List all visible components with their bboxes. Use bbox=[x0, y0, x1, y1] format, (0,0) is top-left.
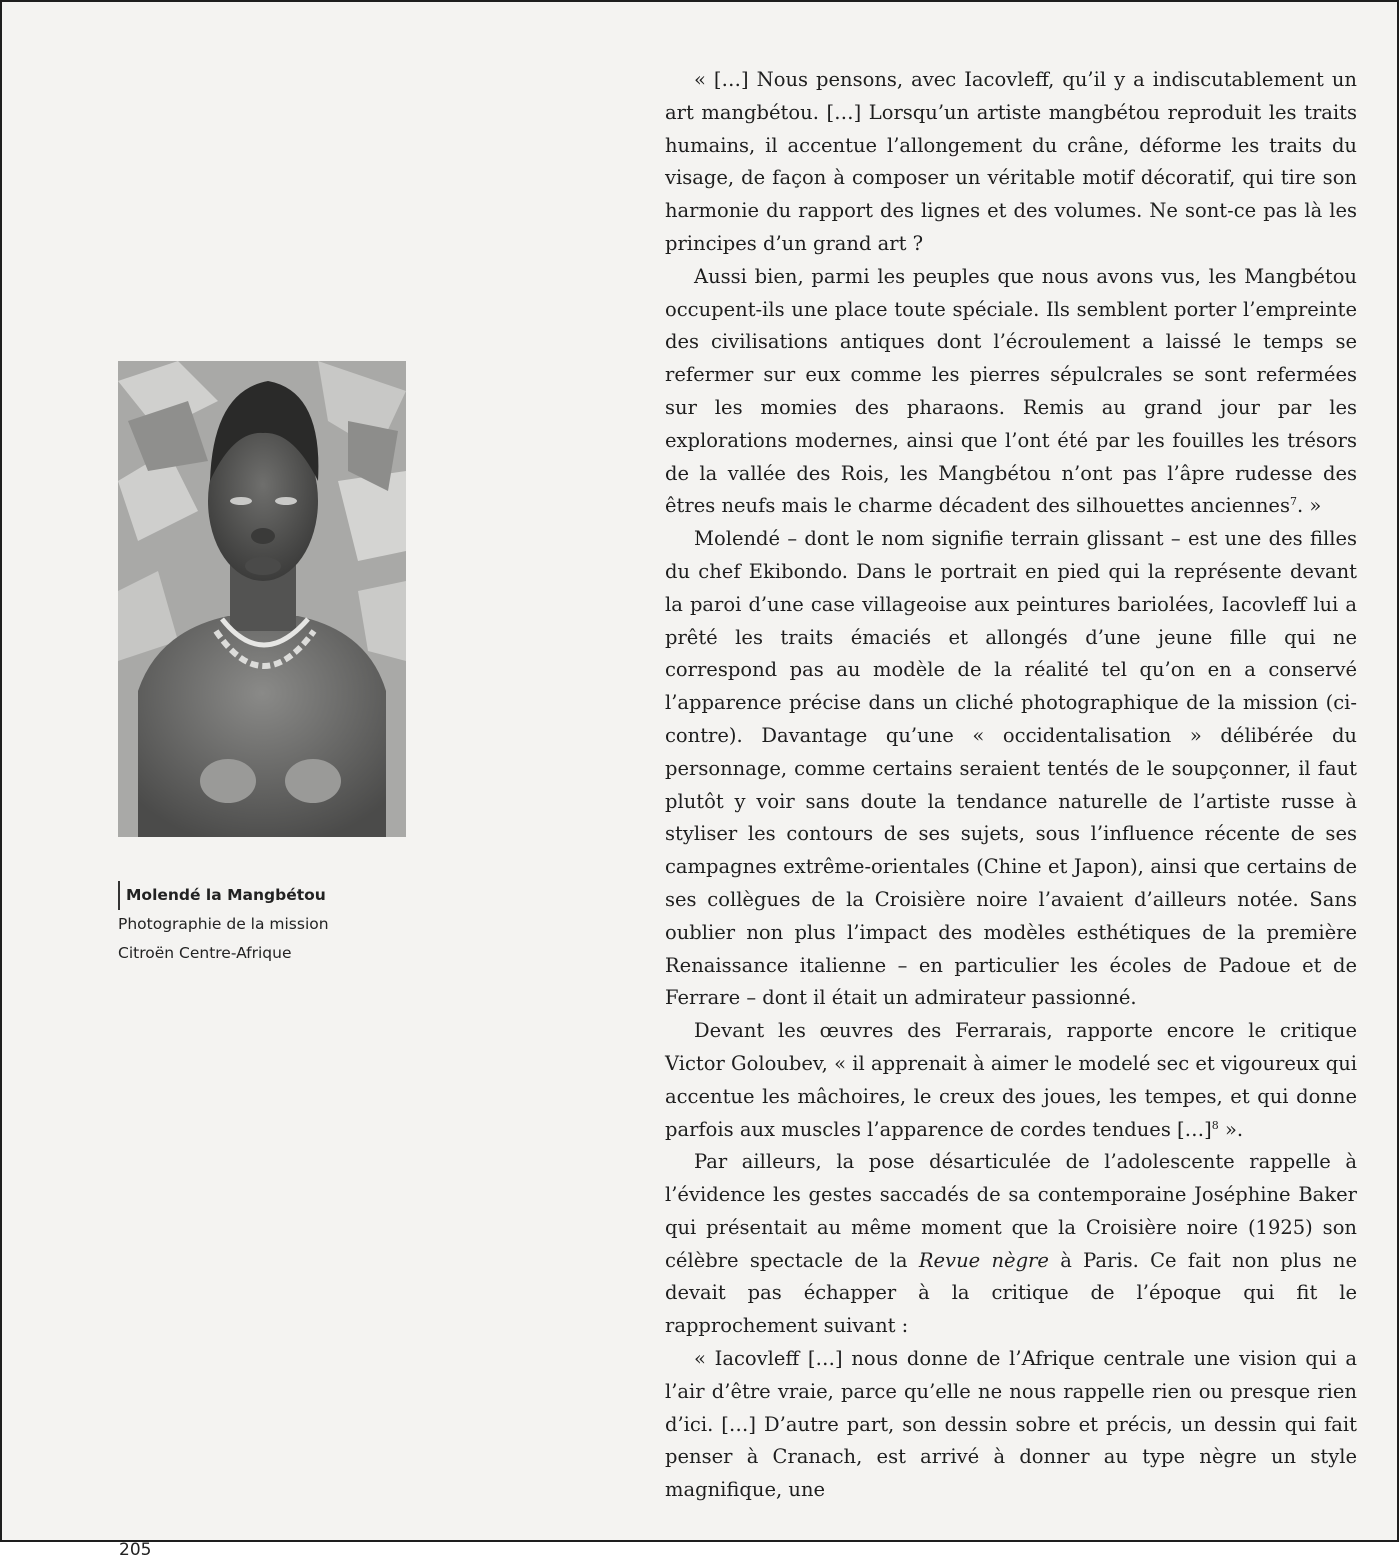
italic-title: Revue nègre bbox=[918, 1248, 1049, 1272]
paragraph-text: « Iacovleff […] nous donne de l’Afrique centrale une vision qui a l’air d’être vraie, parce qu’elle ne nous rappelle rien ou presque rien d’ici. […] D’autre part, son dessin sobre et précis, un dessin qui fait penser à Cranach, est arrivé à donner au type nègre un style magnifique, une bbox=[665, 1347, 1357, 1502]
paragraph-text: Molendé – dont le nom signifie terrain glissant – est une des filles du chef Ekibondo. Dans le portrait en pied qui la représente devant la paroi d’une case villageoise aux peintures bariolées, Iacovleff lui a prêté les traits émaciés et allongés d’une jeune fille qui ne correspond pas au modèle de la réalité tel qu’on en a conservé l’apparence précise dans un cliché photographique de la mission (ci-contre). Davantage qu’une « occidentalisation » délibérée du personnage, comme certains seraient tentés de le soupçonner, il faut plutôt y voir sans doute la tendance naturelle de l’artiste russe à styliser les contours de ses sujets, sous l’influence récente de ses campagnes extrême-orientales (Chine et Japon), ainsi que certains de ses collègues de la Croisière noire l’avaient d’ailleurs notée. Sans oublier non plus l’impact des modèles esthétiques de la première Renaissance italienne – en particulier les écoles de Padoue et de Ferrare – dont il était un admirateur passionné. bbox=[665, 527, 1357, 1010]
paragraph bbox=[665, 1015, 1357, 1146]
paragraph-text: Par ailleurs, la pose désarticulée de l’adolescente rappelle à l’évidence les gestes saccadés de sa contemporaine Joséphine Baker qui présentait au même moment que la Croisière noire (1925) son célèbre spectacle de la bbox=[665, 1150, 1357, 1272]
page-number: 205 bbox=[119, 1540, 152, 1560]
portrait-photo-image bbox=[118, 361, 406, 837]
paragraph bbox=[665, 1146, 1357, 1343]
footnote-ref: 8 bbox=[1211, 1118, 1219, 1132]
paragraph bbox=[665, 261, 1357, 523]
caption-line: Citroën Centre-Afrique bbox=[118, 944, 292, 962]
body-text bbox=[665, 64, 1357, 1507]
footnote-ref: 7 bbox=[1289, 495, 1297, 509]
paragraph-text: ». bbox=[1218, 1117, 1244, 1141]
caption-title: Molendé la Mangbétou bbox=[118, 881, 418, 910]
paragraph bbox=[665, 64, 1357, 261]
paragraph-text: Aussi bien, parmi les peuples que nous avons vus, les Mangbétou occupent-ils une place toute spéciale. Ils semblent porter l’empreinte des civilisations antiques dont l’écroulement a laissé le temps se refermer sur eux comme les pierres sépulcrales se sont refermées sur les momies des pharaons. Remis au grand jour par les explorations modernes, ainsi que l’ont été par les fouilles les trésors de la vallée des Rois, les Mangbétou n’ont pas l’âpre rudesse des êtres neufs mais le charme décadent des silhouettes anciennes bbox=[665, 264, 1357, 518]
paragraph-text: Devant les œuvres des Ferrarais, rapporte encore le critique Victor Goloubev, « il apprenait à aimer le modelé sec et vigoureux qui accentue les mâchoires, le creux des joues, les tempes, et qui donne parfois aux muscles l’apparence de cordes tendues […] bbox=[665, 1019, 1357, 1141]
paragraph-text: « […] Nous pensons, avec Iacovleff, qu’il y a indiscutablement un art mangbétou. […] Lorsqu’un artiste mangbétou reproduit les traits humains, il accentue l’allongement du crâne, déforme les traits du visage, de façon à composer un véritable motif décoratif, qui tire son harmonie du rapport des lignes et des volumes. Ne sont-ce pas là les principes d’un grand art ? bbox=[665, 68, 1357, 255]
caption-line: Photographie de la mission bbox=[118, 915, 329, 933]
paragraph-text: . » bbox=[1296, 494, 1322, 518]
paragraph bbox=[665, 1343, 1357, 1507]
figure-caption bbox=[118, 881, 418, 968]
paragraph bbox=[665, 523, 1357, 1015]
photograph bbox=[118, 361, 406, 837]
paragraph-text: à Paris. Ce fait non plus ne devait pas échapper à la critique de l’époque qui fit le rapprochement suivant : bbox=[665, 1248, 1357, 1338]
